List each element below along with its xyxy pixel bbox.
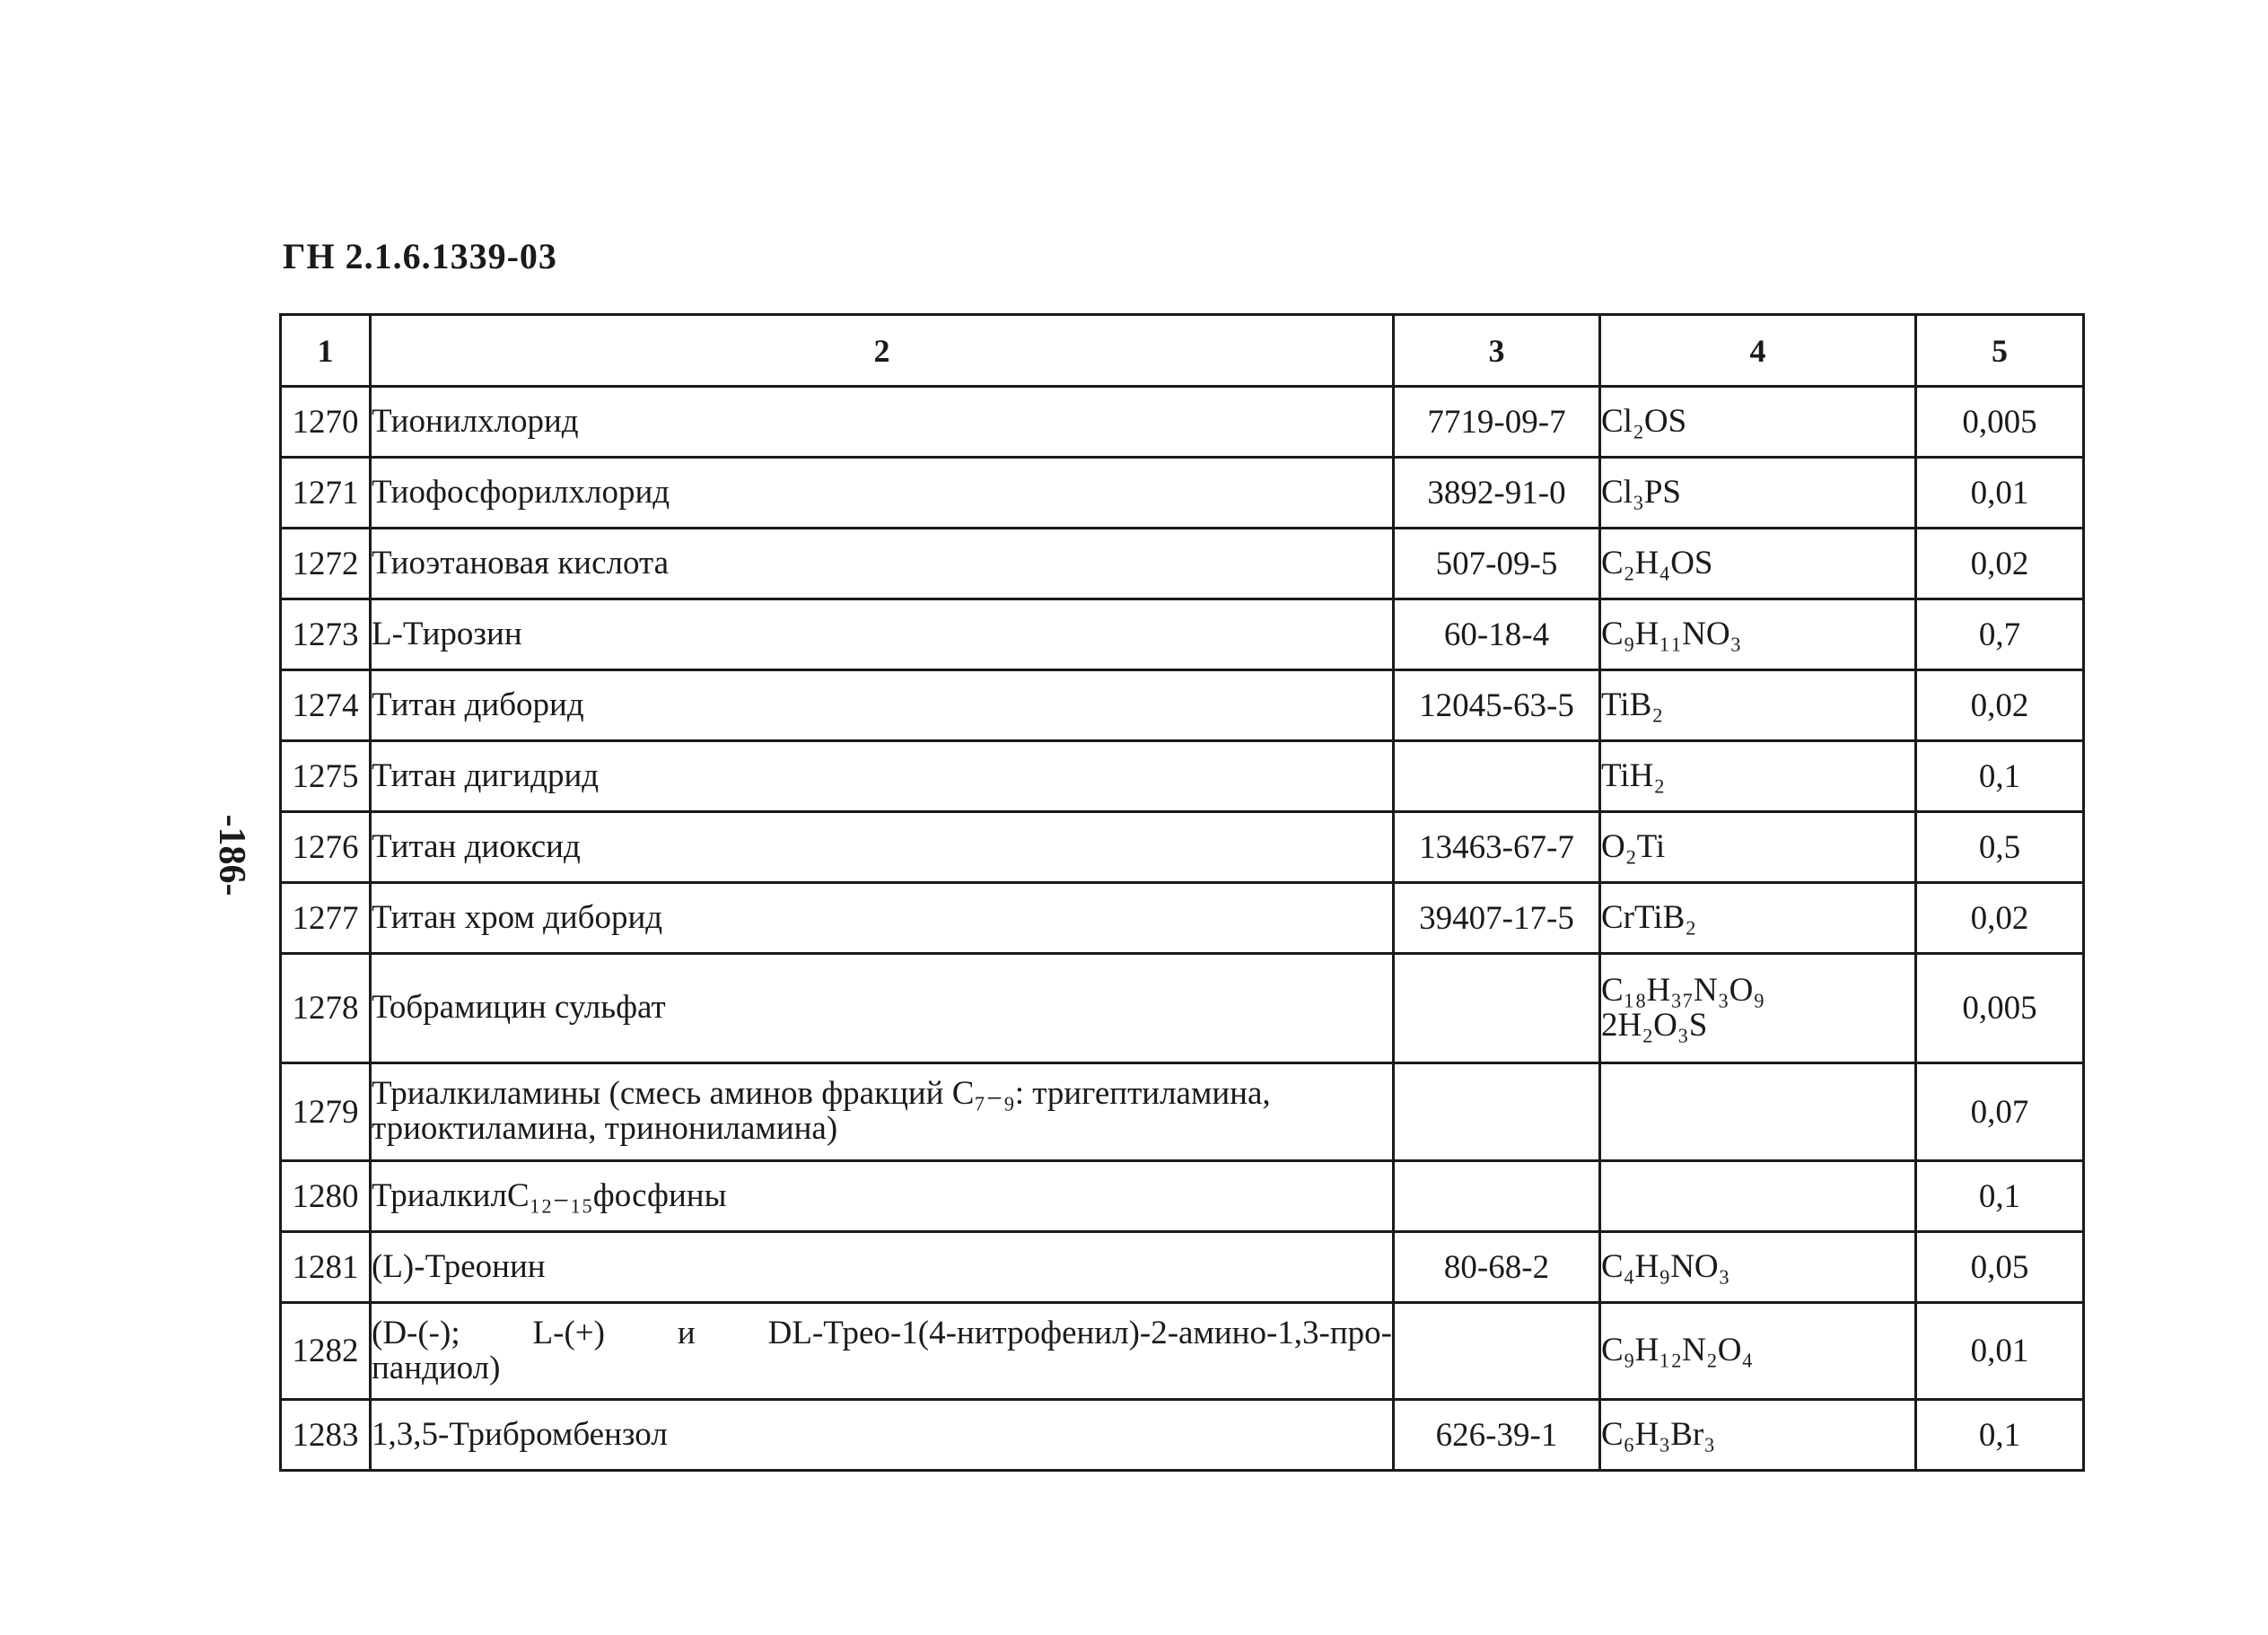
cas-number: 507-09-5: [1394, 529, 1600, 599]
row-number: 1280: [281, 1161, 371, 1232]
table-row: [281, 954, 2084, 1063]
chemical-formula: Cl₂OS: [1600, 387, 1916, 458]
substance-name: Тиоэтановая кислота: [371, 529, 1394, 599]
document-title: ГН 2.1.6.1339-03: [283, 236, 557, 276]
column-header: 3: [1394, 315, 1600, 387]
chemical-formula: [1600, 1063, 1916, 1161]
formula-line: C₁₈H₃₇N₃O₉: [1601, 971, 1765, 1009]
limit-value: 0,02: [1916, 883, 2084, 954]
row-number: 1272: [281, 529, 371, 599]
name-line: триоктиламина, тринониламина): [372, 1110, 838, 1147]
table-row: [281, 1063, 2084, 1161]
row-number: 1278: [281, 954, 371, 1063]
cas-number: 39407-17-5: [1394, 883, 1600, 954]
cas-number: 3892-91-0: [1394, 458, 1600, 529]
cas-number: 13463-67-7: [1394, 812, 1600, 883]
chemical-formula: CrTiB₂: [1600, 883, 1916, 954]
column-header: 2: [371, 315, 1394, 387]
row-number: 1270: [281, 387, 371, 458]
substance-name: Титан диоксид: [371, 812, 1394, 883]
column-header: 1: [281, 315, 371, 387]
row-number: 1273: [281, 599, 371, 670]
substance-name: Тионилхлорид: [371, 387, 1394, 458]
name-line: Триалкиламины (смесь аминов фракций C₇₋₉: тригептиламина,: [372, 1075, 1271, 1113]
limit-value: 0,7: [1916, 599, 2084, 670]
row-number: 1277: [281, 883, 371, 954]
column-header: 4: [1600, 315, 1916, 387]
cas-number: 626-39-1: [1394, 1400, 1600, 1471]
chemical-formula: [1600, 954, 1916, 1063]
table-row: [281, 529, 2084, 599]
substance-name: Титан хром диборид: [371, 883, 1394, 954]
chemical-formula: C₆H₃Br₃: [1600, 1400, 1916, 1471]
limit-value: 0,05: [1916, 1232, 2084, 1303]
table-row: [281, 741, 2084, 812]
table-header-row: [281, 315, 2084, 387]
row-number: 1274: [281, 670, 371, 741]
table-row: [281, 1303, 2084, 1400]
cas-number: [1394, 1161, 1600, 1232]
column-header: 5: [1916, 315, 2084, 387]
limit-value: 0,1: [1916, 741, 2084, 812]
cas-number: [1394, 954, 1600, 1063]
chemical-formula: Cl₃PS: [1600, 458, 1916, 529]
substances-table: [279, 313, 2085, 1472]
row-number: 1279: [281, 1063, 371, 1161]
page-number: -186-: [211, 814, 252, 896]
substance-name: Тобрамицин сульфат: [371, 954, 1394, 1063]
table-row: [281, 883, 2084, 954]
row-number: 1276: [281, 812, 371, 883]
substance-name: [371, 1303, 1394, 1400]
table-row: [281, 670, 2084, 741]
cas-number: 60-18-4: [1394, 599, 1600, 670]
substance-name: Титан диборид: [371, 670, 1394, 741]
row-number: 1281: [281, 1232, 371, 1303]
limit-value: 0,02: [1916, 670, 2084, 741]
limit-value: 0,1: [1916, 1161, 2084, 1232]
chemical-formula: O₂Ti: [1600, 812, 1916, 883]
cas-number: 80-68-2: [1394, 1232, 1600, 1303]
cas-number: 7719-09-7: [1394, 387, 1600, 458]
table-row: [281, 1400, 2084, 1471]
chemical-formula: C₉H₁₂N₂O₄: [1600, 1303, 1916, 1400]
name-line: (D-(-); L-(+) и DL-Трео-1(4-нитрофенил)-2-амино-1,3-про-: [372, 1314, 1392, 1351]
substance-name: (L)-Треонин: [371, 1232, 1394, 1303]
cas-number: [1394, 1063, 1600, 1161]
substance-name: Тиофосфорилхлорид: [371, 458, 1394, 529]
table-row: [281, 812, 2084, 883]
limit-value: 0,1: [1916, 1400, 2084, 1471]
cas-number: 12045-63-5: [1394, 670, 1600, 741]
chemical-formula: TiB₂: [1600, 670, 1916, 741]
name-line: пандиол): [372, 1349, 501, 1386]
chemical-formula: TiH₂: [1600, 741, 1916, 812]
table-row: [281, 1232, 2084, 1303]
table-row: [281, 387, 2084, 458]
substance-name: [371, 1063, 1394, 1161]
formula-line: 2H₂O₃S: [1601, 1006, 1708, 1044]
limit-value: 0,01: [1916, 458, 2084, 529]
chemical-formula: C₉H₁₁NO₃: [1600, 599, 1916, 670]
limit-value: 0,01: [1916, 1303, 2084, 1400]
cas-number: [1394, 1303, 1600, 1400]
limit-value: 0,005: [1916, 387, 2084, 458]
row-number: 1275: [281, 741, 371, 812]
limit-value: 0,5: [1916, 812, 2084, 883]
cas-number: [1394, 741, 1600, 812]
substance-name: ТриалкилC₁₂₋₁₅фосфины: [371, 1161, 1394, 1232]
chemical-formula: [1600, 1161, 1916, 1232]
limit-value: 0,02: [1916, 529, 2084, 599]
substance-name: 1,3,5-Трибромбензол: [371, 1400, 1394, 1471]
substance-name: Титан дигидрид: [371, 741, 1394, 812]
row-number: 1282: [281, 1303, 371, 1400]
substance-name: L-Тирозин: [371, 599, 1394, 670]
table-row: [281, 1161, 2084, 1232]
limit-value: 0,07: [1916, 1063, 2084, 1161]
chemical-formula: C₄H₉NO₃: [1600, 1232, 1916, 1303]
row-number: 1283: [281, 1400, 371, 1471]
chemical-formula: C₂H₄OS: [1600, 529, 1916, 599]
table-row: [281, 458, 2084, 529]
limit-value: 0,005: [1916, 954, 2084, 1063]
table-row: [281, 599, 2084, 670]
row-number: 1271: [281, 458, 371, 529]
